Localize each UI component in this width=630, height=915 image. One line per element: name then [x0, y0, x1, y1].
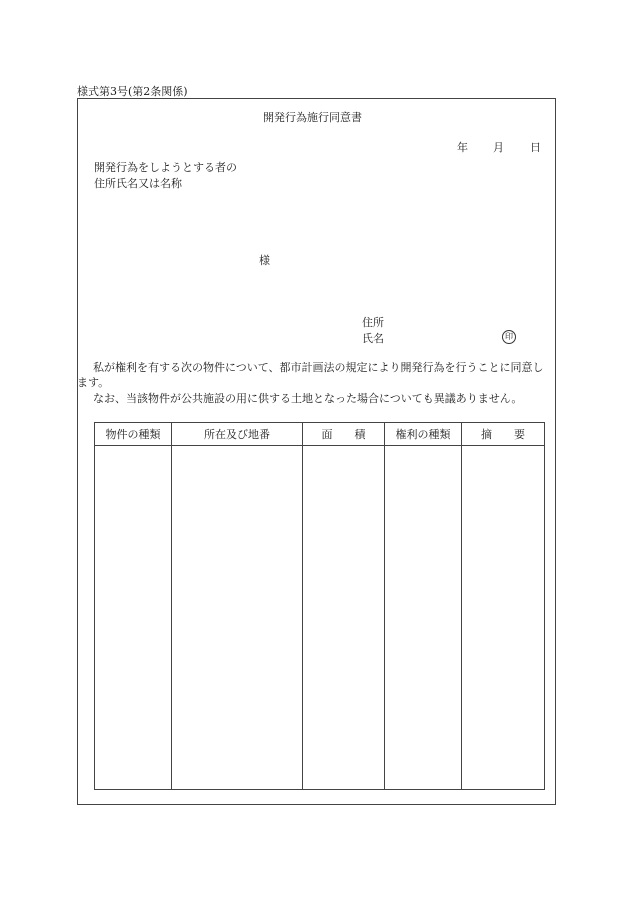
- date-day-label: 日: [530, 141, 541, 154]
- document-title: 開発行為施行同意書: [263, 111, 362, 124]
- cell-right-type[interactable]: [385, 446, 462, 790]
- table-row: [95, 446, 545, 790]
- consent-statement: 私が権利を有する次の物件について、都市計画法の規定により開発行為を行うことに同意します。: [77, 361, 544, 389]
- header-area: 面 積: [303, 423, 385, 446]
- form-number-label: 様式第3号(第2条関係): [77, 85, 188, 98]
- header-right-type: 権利の種類: [385, 423, 462, 446]
- cell-property-type[interactable]: [95, 446, 172, 790]
- date-year-label: 年: [457, 141, 468, 154]
- table-header-row: [95, 423, 545, 446]
- header-location-lot: 所在及び地番: [172, 423, 303, 446]
- applicant-label-line2: 住所氏名又は名称: [94, 177, 182, 190]
- cell-remarks[interactable]: [462, 446, 545, 790]
- property-table: [94, 422, 545, 790]
- seal-mark-icon: 印: [502, 330, 516, 344]
- cell-location-lot[interactable]: [172, 446, 303, 790]
- consenter-address-label: 住所: [362, 316, 384, 329]
- cell-area[interactable]: [303, 446, 385, 790]
- consenter-name-label: 氏名: [362, 332, 384, 345]
- header-remarks: 摘 要: [462, 423, 545, 446]
- applicant-label-line1: 開発行為をしようとする者の: [94, 161, 237, 174]
- objection-waiver-statement: なお、当該物件が公共施設の用に供する土地となった場合についても異議ありません。: [93, 392, 523, 405]
- date-month-label: 月: [493, 141, 504, 154]
- header-property-type: 物件の種類: [95, 423, 172, 446]
- addressee-honorific: 様: [259, 254, 270, 267]
